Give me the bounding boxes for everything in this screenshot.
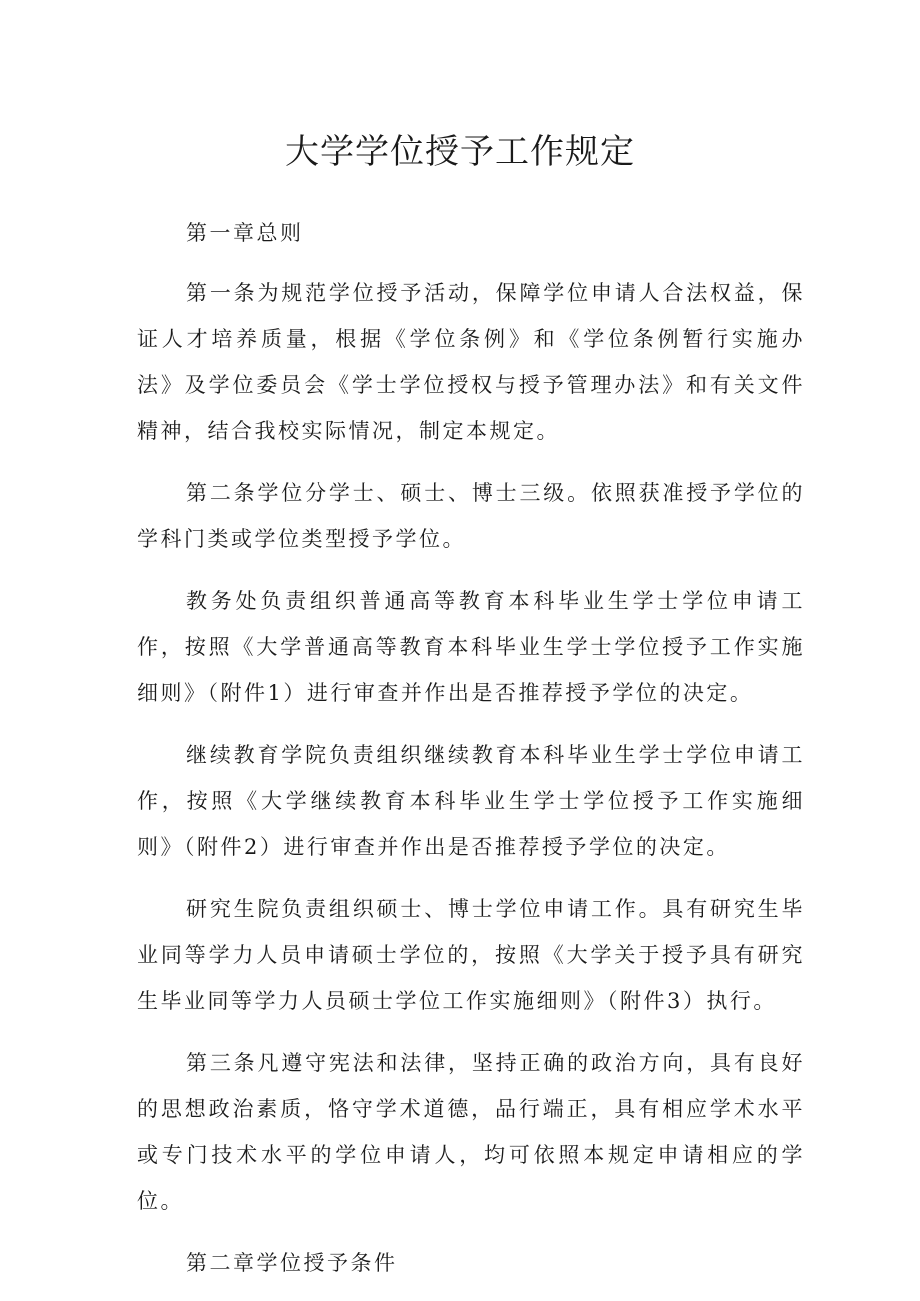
paragraph-academic-affairs: 教务处负责组织普通高等教育本科毕业生学士学位申请工作，按照《大学普通高等教育本科毕业生学士学位授予工作实施细则》（附件1）进行审查并作出是否推荐授予学位的决定。 — [137, 589, 805, 705]
chapter-heading-1: 第一章总则 — [186, 221, 304, 245]
chapter-heading-2: 第二章学位授予条件 — [186, 1251, 398, 1275]
document-body — [137, 210, 805, 1300]
paragraph-graduate-school: 研究生院负责组织硕士、博士学位申请工作。具有研究生毕业同等学力人员申请硕士学位的，按照《大学关于授予具有研究生毕业同等学力人员硕士学位工作实施细则》（附件3）执行。 — [137, 897, 805, 1013]
paragraph-article-3: 第三条凡遵守宪法和法律，坚持正确的政治方向，具有良好的思想政治素质，恪守学术道德，品行端正，具有相应学术水平或专门技术水平的学位申请人，均可依照本规定申请相应的学位。 — [137, 1051, 805, 1213]
paragraph-article-1: 第一条为规范学位授予活动，保障学位申请人合法权益，保证人才培养质量，根据《学位条例》和《学位条例暂行实施办法》及学位委员会《学士学位授权与授予管理办法》和有关文件精神，结合我校实际情况，制定本规定。 — [137, 281, 805, 443]
document-title: 大学学位授予工作规定 — [285, 132, 635, 172]
paragraph-continuing-education: 继续教育学院负责组织继续教育本科毕业生学士学位申请工作，按照《大学继续教育本科毕业生学士学位授予工作实施细则》（附件2）进行审查并作出是否推荐授予学位的决定。 — [137, 743, 805, 859]
paragraph-article-2: 第二条学位分学士、硕士、博士三级。依照获准授予学位的学科门类或学位类型授予学位。 — [137, 481, 805, 551]
